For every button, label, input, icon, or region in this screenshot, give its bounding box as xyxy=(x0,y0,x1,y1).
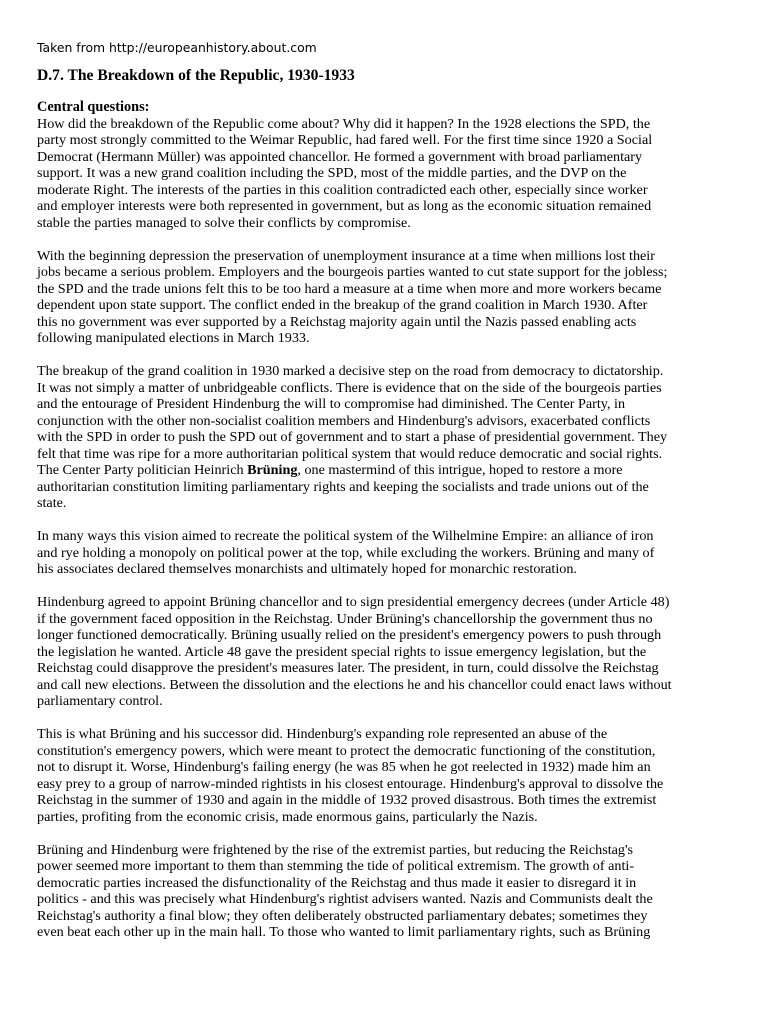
paragraph-3 xyxy=(37,363,730,512)
paragraph-3-text: The breakup of the grand coalition in 1930 marked a decisive step on the road from democracy to dictatorship. It was not simply a matter of unbridgeable conflicts. There is evidence that on the side of the bourgeois parties and the entourage of President Hindenburg the will to compromise had diminished. The Center Party, in conjunction with the other non-socialist coalition members and Hindenburg's advisors, exacerbated conflicts with the SPD in order to push the SPD out of government and to start a phase of presidential government. They felt that time was ripe for a more authoritarian political system that would reduce democratic and social rights. The Center Party politician Heinrich xyxy=(37,363,668,478)
paragraph-4: In many ways this vision aimed to recreate the political system of the Wilhelmine Empire: an alliance of iron and rye holding a monopoly on political power at the top, while excluding the workers. Brüning and many of his associates declared themselves monarchists and ultimately hoped for monarchic restoration. xyxy=(37,528,655,577)
paragraph-6: This is what Brüning and his successor did. Hindenburg's expanding role represented an abuse of the constitution's emergency powers, which were meant to protect the democratic functioning of the constitution, not to disrupt it. Worse, Hindenburg's failing energy (he was 85 when he got reelected in 1932) made him an easy prey to a group of narrow-minded rightists in his closest entourage. Hindenburg's approval to dissolve the Reichstag in the summer of 1930 and again in the middle of 1932 proved disastrous. Both times the extremist parties, profiting from the economic crisis, made enormous gains, particularly the Nazis. xyxy=(37,726,664,825)
bruning-bold: Brüning xyxy=(247,462,298,478)
paragraph-5: Hindenburg agreed to appoint Brüning chancellor and to sign presidential emergency decrees (under Article 48) if the government faced opposition in the Reichstag. Under Brüning's chancellorship the government thus no longer functioned democratically. Brüning usually relied on the president's emergency powers to push through the legislation he wanted. Article 48 gave the president special rights to issue emergency legislation, but the Reichstag could disapprove the president's measures later. The president, in turn, could dissolve the Reichstag and call new elections. Between the dissolution and the elections he and his chancellor could enact laws without parliamentary control. xyxy=(37,594,672,709)
paragraph-1: How did the breakdown of the Republic come about? Why did it happen? In the 1928 elections the SPD, the party most strongly committed to the Weimar Republic, had fared well. For the first time since 1920 a Social Democrat (Hermann Müller) was appointed chancellor. He formed a government with broad parliamentary support. It was a new grand coalition including the SPD, most of the middle parties, and the DVP on the moderate Right. The interests of the parties in this coalition contradicted each other, especially since worker and employer interests were both represented in government, but as long as the economic situation remained stable the parties managed to solve their conflicts by compromise. xyxy=(37,115,653,231)
paragraph-2: With the beginning depression the preservation of unemployment insurance at a time when millions lost their jobs became a serious problem. Employers and the bourgeois parties wanted to cut state support for the jobless; the SPD and the trade unions felt this to be too hard a measure at a time when more and more workers became dependent upon state support. The conflict ended in the breakup of the grand coalition in March 1930. After this no government was ever supported by a Reichstag majority again until the Nazis passed enabling acts following manipulated elections in March 1933. xyxy=(37,247,668,346)
paragraph-7: Brüning and Hindenburg were frightened by the rise of the extremist parties, but reducing the Reichstag's power seemed more important to them than stemming the tide of political extremism. The growth of anti- democratic parties increased the disfunctionality of the Reichstag and thus made it easier to disregard it in politics - and this was precisely what Hindenburg's rightist advisers wanted. Nazis and Communists dealt the Reichstag's authority a final blow; they often deliberately obstructed parliamentary debates; sometimes they even beat each other up in the main hall. To those who wanted to limit parliamentary rights, such as Brüning xyxy=(37,841,653,940)
central-questions-heading: Central questions: xyxy=(37,99,150,115)
paragraph-3-tail: , one mastermind of this intrigue, hoped to restore a more authoritarian constitution limiting parliamentary rights and keeping the socialists and trade unions out of the state. xyxy=(37,462,649,511)
page-title: D.7. The Breakdown of the Republic, 1930-1933 xyxy=(37,67,355,84)
source-note: Taken from http://europeanhistory.about.com xyxy=(37,40,317,55)
